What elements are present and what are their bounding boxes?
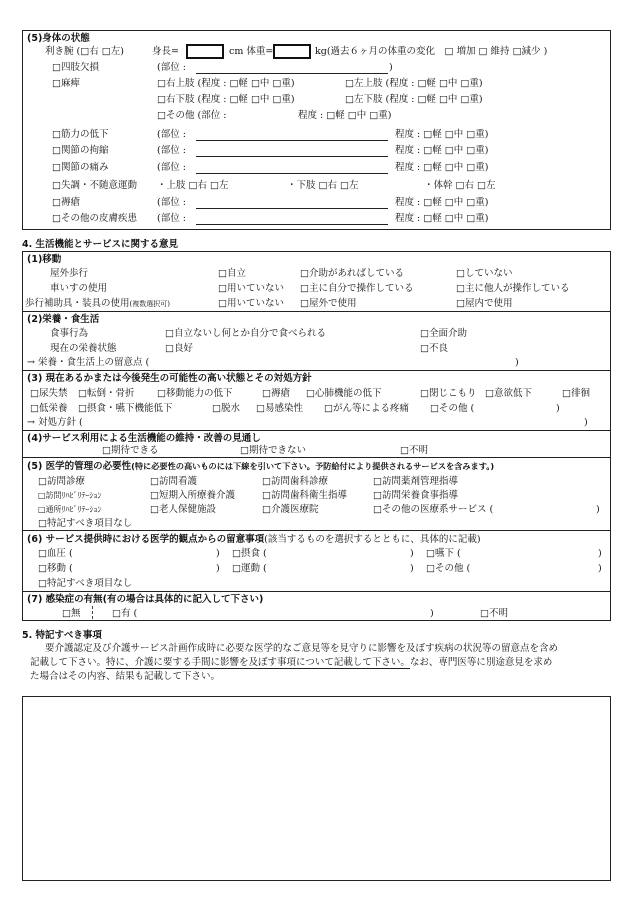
weight-field[interactable]: [273, 44, 311, 59]
caution-eating[interactable]: □摂食 (: [232, 548, 267, 559]
med-other-service[interactable]: □その他の医療系サービス (: [373, 504, 494, 515]
part-line[interactable]: [196, 224, 388, 225]
med-home-pharma[interactable]: □訪問薬剤管理指導: [373, 476, 458, 487]
risk-wandering[interactable]: □徘徊: [562, 388, 590, 399]
body-condition-box: [22, 30, 611, 230]
risk-infection[interactable]: □易感染性: [256, 403, 303, 414]
med-nutrition-guide[interactable]: □訪問栄養食事指導: [373, 490, 458, 501]
risk-ulcer[interactable]: □褥瘡: [262, 388, 290, 399]
special-notes-textarea[interactable]: [22, 696, 611, 881]
section-4-heading: 4. 生活機能とサービスに関する意見: [22, 239, 179, 250]
risk-cardio[interactable]: □心肺機能の低下: [306, 388, 382, 399]
med-dental-hygiene[interactable]: □訪問歯科衛生指導: [262, 490, 347, 501]
paralysis-other-part[interactable]: □その他 (部位 :: [157, 110, 227, 121]
aid-indoor[interactable]: □屋内で使用: [456, 298, 513, 309]
dominant-hand[interactable]: 利き腕 (□右 □左): [45, 46, 124, 57]
skin-disease-checkbox[interactable]: □その他の皮膚疾患: [52, 213, 137, 224]
med-other-close: ): [596, 504, 600, 515]
height-field[interactable]: [186, 44, 224, 59]
outlook-title: (4)サービス利用による生活機能の維持・改善の見通し: [27, 433, 261, 444]
caution-title: (6) サービス提供時における医学的観点からの留意事項(該当するものを選択するとともに、具体的に記載): [27, 534, 481, 545]
caution-none[interactable]: □特記すべき項目なし: [38, 578, 133, 589]
med-home-visit[interactable]: □訪問診療: [38, 476, 85, 487]
nutrition-notes-field[interactable]: → 栄養・食生活上の留意点 (: [27, 357, 150, 368]
caution-bp-close: ): [216, 548, 220, 559]
medical-title: (5) 医学的管理の必要性(特に必要性の高いものには下線を引いて下さい。予防給付により提供されるサービスを含みます。): [27, 461, 495, 472]
nutrition-status-label: 現在の栄養状態: [50, 343, 117, 354]
med-short-stay[interactable]: □短期入所療養介護: [150, 490, 235, 501]
right-lower-limb[interactable]: □右下肢 (程度 : □軽 □中 □重): [157, 94, 295, 105]
risk-other-close: ): [556, 403, 560, 414]
movement-title: (1)移動: [27, 254, 62, 265]
med-none[interactable]: □特記すべき項目なし: [38, 518, 133, 529]
infection-yes[interactable]: □有 (: [112, 608, 138, 619]
special-notes-heading: 5. 特記すべき事項: [22, 630, 102, 641]
joint-contracture-checkbox[interactable]: □関節の拘縮: [52, 145, 109, 156]
ataxia-lower-limb[interactable]: ・下肢 □右 □左: [287, 180, 359, 191]
part-label: (部位 :: [157, 162, 186, 173]
wheelchair-self[interactable]: □主に自分で操作している: [300, 283, 414, 294]
ataxia-upper-limb[interactable]: ・上肢 □右 □左: [157, 180, 229, 191]
infection-yes-close: ): [430, 608, 434, 619]
risk-other[interactable]: □その他 (: [430, 403, 475, 414]
right-upper-limb[interactable]: □右上肢 (程度 : □軽 □中 □重): [157, 78, 295, 89]
divider: [22, 311, 611, 312]
walking-with-help[interactable]: □介助があればしている: [300, 268, 404, 279]
nutrition-notes-close: ): [515, 357, 519, 368]
risk-mobility[interactable]: □移動能力の低下: [157, 388, 233, 399]
med-home-dental[interactable]: □訪問歯科診療: [262, 476, 328, 487]
ataxia-trunk[interactable]: ・体幹 □右 □左: [424, 180, 496, 191]
caution-mobility-close: ): [216, 563, 220, 574]
caution-other[interactable]: □その他 (: [426, 563, 471, 574]
degree-options[interactable]: 程度 : □軽 □中 □重): [395, 213, 489, 224]
divider: [22, 530, 611, 531]
pressure-ulcer-checkbox[interactable]: □褥瘡: [52, 197, 80, 208]
risk-motivation[interactable]: □意欲低下: [485, 388, 532, 399]
med-home-nursing[interactable]: □訪問看護: [150, 476, 197, 487]
dashed-divider: [92, 606, 93, 619]
outlook-expected[interactable]: □期待できる: [102, 445, 159, 456]
nutrition-poor[interactable]: □不良: [420, 343, 448, 354]
risk-policy-field[interactable]: → 対処方針 (: [27, 417, 83, 428]
caution-mobility[interactable]: □移動 (: [38, 563, 73, 574]
divider: [22, 591, 611, 592]
walking-independent[interactable]: □自立: [218, 268, 246, 279]
outlook-unknown[interactable]: □不明: [400, 445, 428, 456]
nutrition-title: (2)栄養・食生活: [27, 314, 100, 325]
wheelchair-none[interactable]: □用いていない: [218, 283, 284, 294]
limb-loss-part-line[interactable]: [196, 73, 388, 74]
ataxia-checkbox[interactable]: □失調・不随意運動: [52, 180, 137, 191]
divider: [22, 430, 611, 431]
degree-options[interactable]: 程度 : □軽 □中 □重): [395, 162, 489, 173]
weight-change[interactable]: kg(過去６ヶ月の体重の変化 □ 増加 □ 維持 □減少 ): [315, 46, 548, 57]
med-geriatric-facility[interactable]: □老人保健施設: [150, 504, 216, 515]
risk-swallowing[interactable]: □摂食・嚥下機能低下: [78, 403, 173, 414]
caution-swallow-close: ): [598, 548, 602, 559]
eating-full-assist[interactable]: □全面介助: [420, 328, 467, 339]
med-care-hospital[interactable]: □介護医療院: [262, 504, 319, 515]
part-label: (部位 :: [157, 145, 186, 156]
special-notes-instruction-3: た場合はその内容、結果も記載して下さい。: [30, 671, 221, 682]
part-label: (部位 :: [157, 213, 186, 224]
wheelchair-label: 車いすの使用: [50, 283, 108, 294]
degree-options[interactable]: 程度 : □軽 □中 □重): [395, 129, 489, 140]
risk-dehydration[interactable]: □脱水: [212, 403, 240, 414]
special-notes-instruction-1: 要介護認定及び介護サービス計画作成時に必要な医学的なご意見等を見守りに影響を及ぼす疾病の状況等の留意点を含め: [45, 643, 559, 654]
med-home-rehab[interactable]: □訪問ﾘﾊﾋﾞﾘﾃｰｼｮﾝ: [38, 491, 102, 500]
med-day-rehab[interactable]: □通所ﾘﾊﾋﾞﾘﾃｰｼｮﾝ: [38, 505, 102, 514]
divider: [22, 370, 611, 371]
left-lower-limb[interactable]: □左下肢 (程度 : □軽 □中 □重): [345, 94, 483, 105]
weight-label: cm 体重=: [229, 46, 274, 57]
risk-malnutrition[interactable]: □低栄養: [30, 403, 68, 414]
wheelchair-other[interactable]: □主に他人が操作している: [456, 283, 570, 294]
caution-eating-close: ): [410, 548, 414, 559]
part-label: (部位 :: [157, 197, 186, 208]
caution-blood-pressure[interactable]: □血圧 (: [38, 548, 73, 559]
caution-exercise-close: ): [410, 563, 414, 574]
joint-pain-checkbox[interactable]: □関節の痛み: [52, 162, 109, 173]
paralysis-other-degree[interactable]: 程度 : □軽 □中 □重): [298, 110, 392, 121]
risk-title: (3) 現在あるかまたは今後発生の可能性の高い状態とその対処方針: [27, 373, 312, 384]
infection-title: (7) 感染症の有無(有の場合は具体的に記入して下さい): [27, 594, 264, 605]
risk-incontinence[interactable]: □尿失禁: [30, 388, 68, 399]
degree-options[interactable]: 程度 : □軽 □中 □重): [395, 197, 489, 208]
limb-loss-part-label: (部位 :: [157, 62, 186, 73]
nutrition-good[interactable]: □良好: [165, 343, 193, 354]
part-line[interactable]: [196, 156, 388, 157]
caution-swallowing[interactable]: □嚥下 (: [426, 548, 461, 559]
body-condition-title: (5)身体の状態: [27, 33, 90, 44]
walking-aid-label: 歩行補助具・装具の使用(複数選択可): [25, 298, 170, 309]
risk-withdrawal[interactable]: □閉じこもり: [420, 388, 477, 399]
special-notes-instruction-2: 記載して下さい。特に、介護に要する手間に影響を及ぼす事項について記載して下さい。なお、専門医等に別途意見を求め: [30, 657, 553, 668]
part-line[interactable]: [196, 208, 388, 209]
degree-options[interactable]: 程度 : □軽 □中 □重): [395, 145, 489, 156]
limb-loss-checkbox[interactable]: □四肢欠損: [52, 62, 99, 73]
risk-fall[interactable]: □転倒・骨折: [78, 388, 135, 399]
eating-independent[interactable]: □自立ないし何とか自分で食べられる: [165, 328, 326, 339]
infection-none[interactable]: □無: [62, 608, 81, 619]
divider: [22, 457, 611, 458]
risk-cancer-pain[interactable]: □がん等による疼痛: [324, 403, 409, 414]
aid-none[interactable]: □用いていない: [218, 298, 284, 309]
walking-not[interactable]: □していない: [456, 268, 513, 279]
risk-policy-close: ): [584, 417, 588, 428]
muscle-weakness-checkbox[interactable]: □筋力の低下: [52, 129, 109, 140]
limb-loss-close: ): [389, 62, 393, 73]
eating-label: 食事行為: [50, 328, 89, 339]
caution-other-close: ): [598, 563, 602, 574]
left-upper-limb[interactable]: □左上肢 (程度 : □軽 □中 □重): [345, 78, 483, 89]
part-line[interactable]: [196, 173, 388, 174]
part-label: (部位 :: [157, 129, 186, 140]
outdoor-walking-label: 屋外歩行: [50, 268, 89, 279]
outlook-not-expected[interactable]: □期待できない: [240, 445, 306, 456]
paralysis-checkbox[interactable]: □麻痺: [52, 78, 80, 89]
aid-outdoor[interactable]: □屋外で使用: [300, 298, 357, 309]
infection-unknown[interactable]: □不明: [480, 608, 508, 619]
caution-exercise[interactable]: □運動 (: [232, 563, 267, 574]
height-label: 身長=: [152, 46, 179, 57]
part-line[interactable]: [196, 140, 388, 141]
